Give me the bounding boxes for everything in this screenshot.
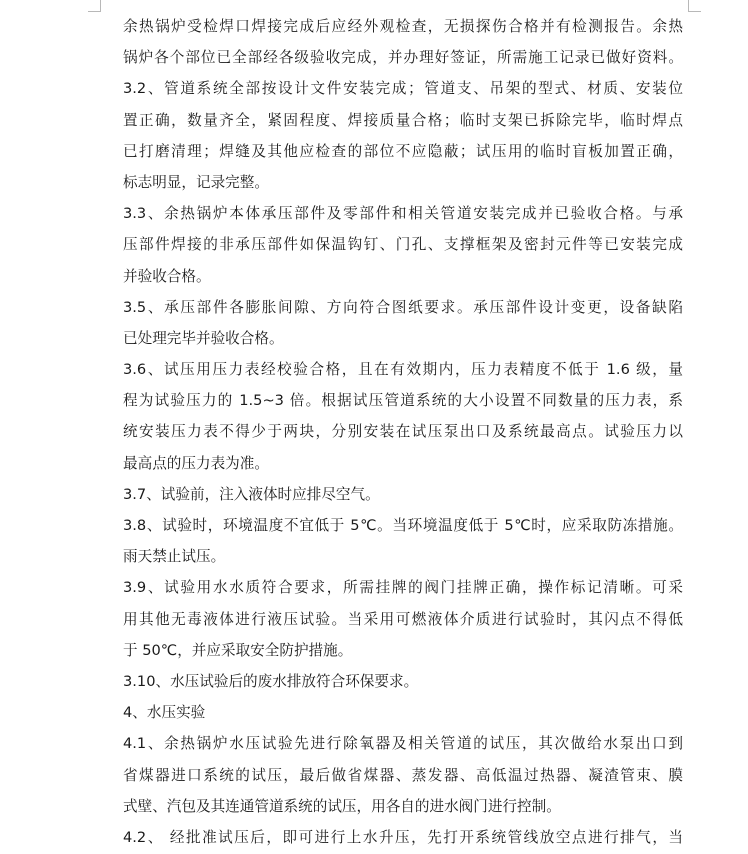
text-line: 压部件焊接的非承压部件如保温钩钉、门孔、支撑框架及密封元件等已安装完成 bbox=[123, 236, 683, 254]
text-line: 3.10、水压试验后的废水排放符合环保要求。 bbox=[123, 672, 419, 690]
text-line: 余热锅炉受检焊口焊接完成后应经外观检查，无损探伤合格并有检测报告。余热 bbox=[123, 18, 683, 35]
text-line: 锅炉各个部位已全部经各级验收完成，并办理好签证，所需施工记录已做好资料。 bbox=[123, 49, 683, 67]
text-line: 3.3、余热锅炉本体承压部件及零部件和相关管道安装完成并已验收合格。与承 bbox=[123, 205, 683, 223]
text-line: 统安装压力表不得少于两块，分别安装在试压泵出口及系统最高点。试验压力以 bbox=[123, 423, 683, 441]
text-line: 已打磨清理；焊缝及其他应检查的部位不应隐蔽；试压用的临时盲板加置正确， bbox=[123, 142, 683, 160]
text-line: 4.2、 经批准试压后，即可进行上水升压，先打开系统管线放空点进行排气，当 bbox=[123, 828, 683, 846]
text-line: 雨天禁止试压。 bbox=[123, 548, 226, 566]
text-line: 已处理完毕并验收合格。 bbox=[123, 329, 284, 347]
document-body bbox=[123, 11, 683, 853]
text-line: 最高点的压力表为准。 bbox=[123, 454, 269, 472]
margin-corner-mark-left bbox=[88, 0, 101, 12]
text-line: 于 50℃，并应采取安全防护措施。 bbox=[123, 641, 353, 659]
text-line: 3.2、管道系统全部按设计文件安装完成；管道支、吊架的型式、材质、安装位 bbox=[123, 80, 683, 98]
text-line: 用其他无毒液体进行液压试验。当采用可燃液体介质进行试验时，其闪点不得低 bbox=[123, 610, 683, 628]
text-line: 式壁、汽包及其连通管道系统的试压，用各自的进水阀门进行控制。 bbox=[123, 797, 561, 815]
text-line: 标志明显，记录完整。 bbox=[123, 173, 269, 191]
margin-corner-mark-right bbox=[688, 0, 701, 12]
text-line: 4.1、余热锅炉水压试验先进行除氧器及相关管道的试压，其次做给水泵出口到 bbox=[123, 735, 683, 753]
section-heading: 4、水压实验 bbox=[123, 704, 206, 722]
text-line: 并验收合格。 bbox=[123, 267, 211, 285]
text-line: 3.6、试压用压力表经校验合格，且在有效期内，压力表精度不低于 1.6 级，量 bbox=[123, 361, 683, 379]
text-line: 3.8、试验时，环境温度不宜低于 5℃。当环境温度低于 5℃时，应采取防冻措施。 bbox=[123, 517, 683, 534]
text-line: 省煤器进口系统的试压，最后做省煤器、蒸发器、高低温过热器、凝渣管束、膜 bbox=[123, 766, 683, 784]
text-line: 3.5、承压部件各膨胀间隙、方向符合图纸要求。承压部件设计变更，设备缺陷 bbox=[123, 298, 683, 316]
text-line: 程为试验压力的 1.5~3 倍。根据试压管道系统的大小设置不同数量的压力表，系 bbox=[123, 392, 683, 410]
text-line: 3.9、试验用水水质符合要求，所需挂牌的阀门挂牌正确，操作标记清晰。可采 bbox=[123, 579, 683, 597]
text-line: 3.7、试验前，注入液体时应排尽空气。 bbox=[123, 485, 380, 503]
text-line: 置正确，数量齐全，紧固程度、焊接质量合格；临时支架已拆除完毕，临时焊点 bbox=[123, 111, 683, 129]
